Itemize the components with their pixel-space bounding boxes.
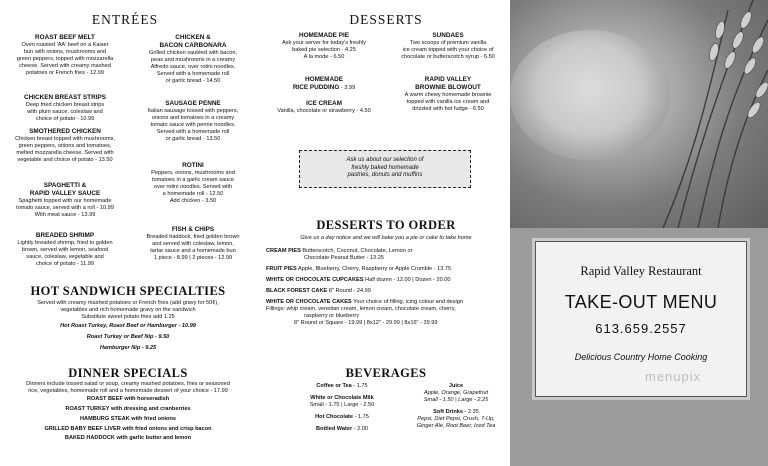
order-line-title: WHITE OR CHOCOLATE CUPCAKES <box>266 277 364 283</box>
order-line <box>266 255 510 262</box>
beverage-price: - 2.00 <box>352 426 368 432</box>
beverage-name: Hot Chocolate <box>315 414 354 420</box>
order-line-text: 8" Round or Square - 19.99 | 8x12" - 29.99 | 8x16" - 39.99 <box>294 320 438 326</box>
desserts-order-heading: DESSERTS TO ORDER <box>316 218 456 232</box>
item-description: drizzled with hot fudge - 6.50 <box>412 105 484 112</box>
entree-item <box>130 100 256 143</box>
beverage-item <box>402 409 510 430</box>
item-description: Grilled chicken sautéed with bacon, <box>149 50 237 56</box>
dessert-item <box>262 32 386 61</box>
beverage-item <box>282 395 402 409</box>
item-title: BREADED SHRIMP <box>35 232 95 239</box>
item-description: cheese. Served with creamy mashed <box>19 62 111 69</box>
hot-sandwich-item: Hamburger Nip - 9.25 <box>99 344 157 351</box>
desserts-order-intro: Give us a day notice and we will bake you a pie or cake to take home <box>300 235 472 241</box>
entree-item <box>2 182 128 219</box>
item-description: topped with vanilla ice cream and <box>406 98 490 105</box>
item-description: Alfredo sauce, over rotini noodles. <box>150 63 236 70</box>
dinner-item: ROAST BEEF with horseradish <box>86 395 170 402</box>
item-title: HOMEMADE <box>305 76 343 83</box>
item-title: RAPID VALLEY SAUCE <box>29 190 101 197</box>
hot-sandwich-heading: HOT SANDWICH SPECIALTIES <box>30 284 226 298</box>
item-description: Ask your server for today's freshly <box>281 40 367 46</box>
item-description: peas and mushrooms in a creamy <box>150 56 236 63</box>
item-title: SUNDAES <box>432 32 464 39</box>
item-description: choice of potato - 10.99 <box>35 115 95 122</box>
item-description: green peppers, onions and tomatoes, <box>18 142 112 149</box>
entrees-heading: ENTRÉES <box>91 12 159 27</box>
item-description: brown, served with lemon, seafood <box>21 246 109 253</box>
item-title: BROWNIE BLOWOUT <box>415 84 481 91</box>
order-line-text: raspberry or blueberry <box>304 313 360 319</box>
beverages-heading: BEVERAGES <box>345 366 427 380</box>
entree-item <box>130 226 256 262</box>
item-description: Italian sausage tossed with peppers, <box>147 108 239 114</box>
item-title: ICE CREAM <box>306 100 342 107</box>
order-line <box>266 248 510 255</box>
item-description: vegetable and choice of potato - 13.50 <box>17 156 113 163</box>
item-description: sauce, coleslaw, vegetable and <box>26 253 104 260</box>
item-description: a homemade roll - 12.50 <box>162 190 224 197</box>
item-title: ROAST BEEF MELT <box>35 34 95 41</box>
restaurant-name: Rapid Valley Restaurant <box>580 264 702 278</box>
item-description: ice cream topped with your choice of <box>402 46 494 53</box>
item-description: tomato sauce with penne noodles. <box>150 121 236 128</box>
item-title: BACON CARBONARA <box>159 42 227 49</box>
item-title: ROTINI <box>182 162 204 169</box>
order-line-title: FRUIT PIES <box>266 266 297 272</box>
phone-number: 613.659.2557 <box>595 321 687 336</box>
order-line-text: 8" Round - 24.99 <box>327 288 371 294</box>
order-line-title: CREAM PIES <box>266 248 301 254</box>
item-title: RAPID VALLEY <box>424 76 472 83</box>
entree-item <box>2 232 128 268</box>
item-title: CHICKEN BREAST STRIPS <box>23 94 107 101</box>
order-line <box>266 306 510 313</box>
beverage-item <box>282 383 402 390</box>
hot-sandwich-item: Hot Roast Turkey, Roast Beef or Hamburger - 10.99 <box>60 322 196 329</box>
item-description: Breaded haddock, fried golden brown <box>146 234 240 240</box>
item-description: onions and tomatoes in a creamy <box>151 114 235 121</box>
item-title: CHICKEN & <box>175 34 211 41</box>
flour-bowl-photo <box>510 0 768 228</box>
item-description: Two scoops of premium vanilla <box>409 40 487 46</box>
order-line <box>266 299 510 306</box>
item-description: potatoes or French fries - 12.99 <box>25 69 105 76</box>
dessert-item <box>386 76 510 113</box>
bakery-note: Ask us about our selection of freshly baked homemade pastries, donuts and muffins <box>299 150 471 188</box>
bowl-image <box>510 30 670 160</box>
menu-title: TAKE-OUT MENU <box>564 292 718 312</box>
item-description: A la mode - 6.50 <box>303 53 345 60</box>
beverage-price: - 1.75 <box>353 414 369 420</box>
item-title: HOMEMADE PIE <box>298 32 350 39</box>
beverage-detail: Small - 1.50 | Large - 2.25 <box>423 397 489 403</box>
item-description: green peppers, topped with mozzarella <box>16 55 114 62</box>
item-description: choice of potato - 11.99 <box>35 260 95 267</box>
item-description: and served with coleslaw, lemon, <box>152 240 234 247</box>
cover-panel <box>510 0 768 466</box>
entree-item <box>130 34 256 85</box>
order-line-text: Half dozen - 12.00 | Dozen - 20.00 <box>363 277 451 283</box>
item-description: Add chicken - 3.50 <box>169 197 217 204</box>
item-description: with plum sauce, coleslaw and <box>27 108 103 115</box>
item-description: Peppers, onions, mushrooms and <box>151 170 235 176</box>
item-description: Served with a homemade roll <box>156 70 230 77</box>
item-description: over rotini noodles. Served with <box>153 183 233 190</box>
entree-item <box>2 128 128 164</box>
dinner-description: Dinners include tossed salad or soup, creamy mashed potatoes, fries or seasoned rice, vegetables, homemade roll and a homemade dessert of your choice - 17.99 ROAST BEEF with horseradish ROAST TURKEY with dressing and cranberries HAMBURG STEAK with fried onions GRILLED BABY BEEF LIVER with fried onions and crisp bacon BAKED HADDOCK with garlic butter and lemon <box>0 381 256 442</box>
tagline: Delicious Country Home Cooking <box>574 352 708 362</box>
item-description: Deep fried chicken breast strips <box>25 102 105 108</box>
order-line-title: BLACK FOREST CAKE <box>266 288 328 294</box>
item-description: With meat sauce - 13.99 <box>34 211 96 218</box>
order-line-title: WHITE OR CHOCOLATE CAKES <box>266 299 352 305</box>
order-line-text: Chocolate Peanut Butter - 13.25 <box>304 255 384 261</box>
order-line-text: Butterscotch, Coconut, Chocolate, Lemon or <box>300 248 413 254</box>
item-description: Oven roasted 'AA' beef on a Kaiser <box>21 42 109 48</box>
item-description: Spaghetti topped with our homemade <box>18 198 112 204</box>
item-description: A warm chewy homemade brownie <box>404 92 492 98</box>
watermark: menupix <box>645 369 702 384</box>
beverage-name: Bottled Water <box>315 426 353 432</box>
beverage-item <box>282 414 402 421</box>
item-description: or garlic bread - 14.50 <box>165 77 221 84</box>
order-line-text: Your choice of filling, icing colour and design <box>351 299 463 305</box>
dinner-item: HAMBURG STEAK with fried onions <box>79 415 177 422</box>
hot-sandwich-description: Served with creamy mashed potatoes or French fries (add gravy for 50¢), vegetables and rich homemade gravy on the sandwich Substitute sweet potato fries add 1.25 Hot Roast Turkey, Roast Beef or Hamburger - 10.99 Roast Turkey or Beef Nip - 9.50 Hamburger Nip - 9.25 <box>0 300 256 351</box>
item-description: bun with onions, mushrooms and <box>23 48 107 55</box>
beverage-detail: Pepsi, Diet Pepsi, Crush, 7-Up, <box>417 416 495 422</box>
dinner-item: GRILLED BABY BEEF LIVER with fried onions and crisp bacon <box>44 425 212 432</box>
entree-item <box>2 94 128 123</box>
beverage-price: - 1.75 <box>351 383 368 389</box>
order-line <box>266 288 510 295</box>
item-price: - 3.99 <box>339 85 356 91</box>
beverage-detail: Apple, Orange, Grapefruit <box>423 390 489 396</box>
hot-sandwich-item: Roast Turkey or Beef Nip - 9.50 <box>86 333 170 340</box>
item-title: SMOTHERED CHICKEN <box>29 128 101 135</box>
dinner-item: ROAST TURKEY with dressing and cranberries <box>65 405 191 412</box>
dinner-heading: DINNER SPECIALS <box>68 366 188 380</box>
beverage-name: Coffee or Tea <box>316 383 352 389</box>
desserts-heading: DESSERTS <box>349 12 423 27</box>
item-description: 1 piece - 8.99 | 2 pieces - 12.99 <box>153 254 233 261</box>
item-description: tomato sauce, served with a roll - 10.99 <box>16 204 114 211</box>
dessert-item <box>262 76 386 92</box>
item-title: RICE PUDDING <box>292 84 340 91</box>
beverage-name: Soft Drinks <box>433 409 463 415</box>
title-card <box>535 241 747 397</box>
order-line <box>266 313 510 320</box>
dinner-item: BAKED HADDOCK with garlic butter and lemon <box>64 435 192 442</box>
beverage-name: White or Chocolate Milk <box>310 395 374 401</box>
beverage-price: - 2.35 <box>462 409 479 415</box>
beverage-name: Juice <box>448 383 464 389</box>
order-line <box>266 277 510 284</box>
entree-item <box>130 162 256 205</box>
item-title: SPAGHETTI & <box>43 182 87 189</box>
beverage-item <box>402 383 510 404</box>
item-description: or garlic bread - 13.50 <box>165 135 221 142</box>
item-description: tartar sauce and a homemade bun <box>150 247 236 254</box>
dessert-item <box>262 100 386 115</box>
item-description: Served with a homemade roll <box>156 128 230 135</box>
item-description: Chicken breast topped with mushrooms, <box>15 136 115 142</box>
beverage-item <box>282 426 402 433</box>
beverage-detail: Small - 1.75 | Large - 2.50 <box>309 402 375 408</box>
item-description: baked pie selection - 4.25 <box>292 46 356 53</box>
order-line <box>266 266 510 273</box>
item-description: chocolate or butterscotch syrup - 6.50 <box>401 53 495 60</box>
order-line <box>266 320 510 327</box>
item-description: tomatoes in a garlic cream sauce <box>151 176 235 183</box>
dessert-item <box>386 32 510 61</box>
item-description: Lightly breaded shrimp, fried to golden <box>17 240 113 246</box>
beverage-detail: Ginger Ale, Root Beer, Iced Tea <box>416 423 496 429</box>
item-title: SAUSAGE PENNE <box>165 100 221 107</box>
entree-item <box>2 34 128 77</box>
item-title: FISH & CHIPS <box>171 226 215 233</box>
item-description: Vanilla, chocolate or strawberry - 4.50 <box>277 108 371 114</box>
item-description: melted mozzarella cheese. Served with <box>16 149 114 156</box>
order-line-text: Apple, Blueberry, Cherry, Raspberry or Apple Crumble - 13.75 <box>296 266 452 272</box>
order-line-text: Fillings: whip cream, venetian cream, lemon cream, chocolate cream, cherry, <box>266 306 456 312</box>
wheat-image <box>658 0 768 228</box>
